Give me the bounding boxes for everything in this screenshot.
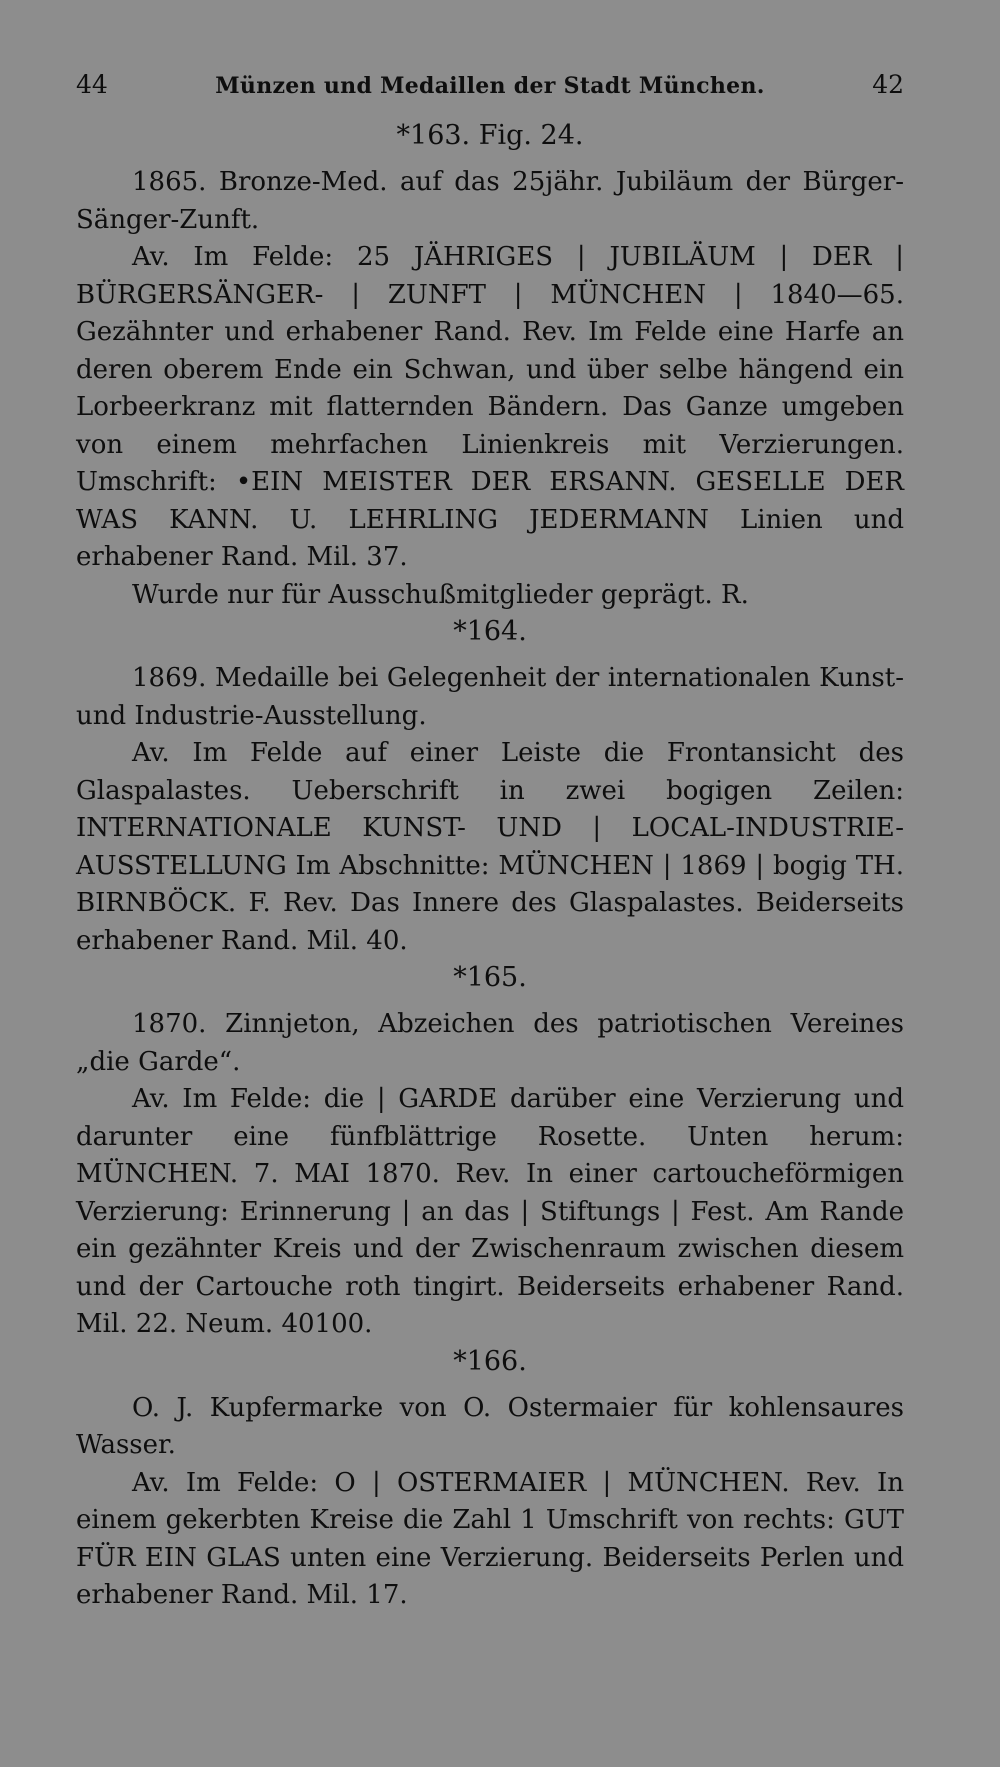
entry-number: *166. <box>453 1345 527 1377</box>
entry-obverse-reverse: Av. Im Felde: 25 JÄHRIGES | JUBILÄUM | DER | BÜRGERSÄNGER- | ZUNFT | MÜNCHEN | 1840—65. Gezähnter und erhabener Rand. Rev. Im Felde eine Harfe an deren oberem Ende ein Schwan, und über selbe hängend ein Lorbeerkranz mit flatternden Bändern. Das Ganze umgeben von einem mehrfachen Linienkreis mit Verzierungen. Umschrift: •EIN MEISTER DER ERSANN. GESELLE DER WAS KANN. U. LEHRLING JEDERMANN Linien und erhabener Rand. Mil. 37. <box>76 242 904 572</box>
entry-number: *165. <box>453 962 527 993</box>
page-number-left: 44 <box>76 70 108 99</box>
running-title: Münzen und Medaillen der Stadt München. <box>215 73 765 99</box>
entry-number: *163. Fig. 24. <box>396 120 584 151</box>
page-number-right: 42 <box>872 70 904 99</box>
entry-description: O. J. Kupfermarke von O. Ostermaier für kohlensaures Wasser. <box>76 1392 904 1460</box>
entry-obverse-reverse: Av. Im Felde: O | OSTERMAIER | MÜNCHEN. Rev. In einem gekerbten Kreise die Zahl 1 Umschrift von rechts: GUT FÜR EIN GLAS unten eine Verzierung. Beiderseits Perlen und erhabener Rand. Mil. 17. <box>76 1467 904 1610</box>
book-page <box>76 70 904 1615</box>
entry-description: 1870. Zinnjeton, Abzeichen des patriotischen Vereines „die Garde“. <box>76 1009 904 1077</box>
entry-number: *164. <box>453 616 527 647</box>
entry-obverse-reverse: Av. Im Felde auf einer Leiste die Frontansicht des Glaspalastes. Ueberschrift in zwei bogigen Zeilen: INTERNATIONALE KUNST- UND | LOCAL-INDUSTRIE-AUSSTELLUNG Im Abschnitte: MÜNCHEN | 1869 | bogig TH. BIRNBÖCK. F. Rev. Das Innere des Glaspalastes. Beiderseits erhabener Rand. Mil. 40. <box>76 738 904 956</box>
entry-obverse-reverse: Av. Im Felde: die | GARDE darüber eine Verzierung und darunter eine fünfblättrige Rosette. Unten herum: MÜNCHEN. 7. MAI 1870. Rev. In einer cartoucheförmigen Verzierung: Erinnerung | an das | Stiftungs | Fest. Am Rande ein gezähnter Kreis und der Zwischenraum zwischen diesem und der Cartouche roth tingirt. Beiderseits erhabener Rand. Mil. 22. Neum. 40100. <box>76 1084 904 1339</box>
entry-description: 1869. Medaille bei Gelegenheit der internationalen Kunst- und Industrie-Ausstellung. <box>76 663 904 731</box>
entry-note: Wurde nur für Ausschußmitglieder geprägt. R. <box>132 579 749 610</box>
entry-description: 1865. Bronze-Med. auf das 25jähr. Jubiläum der Bürger-Sänger-Zunft. <box>76 167 904 235</box>
catalog-entry <box>76 1344 904 1615</box>
page-header <box>76 70 904 118</box>
catalog-entry <box>76 614 904 960</box>
catalog-entry <box>76 960 904 1344</box>
catalog-entry <box>76 118 904 614</box>
